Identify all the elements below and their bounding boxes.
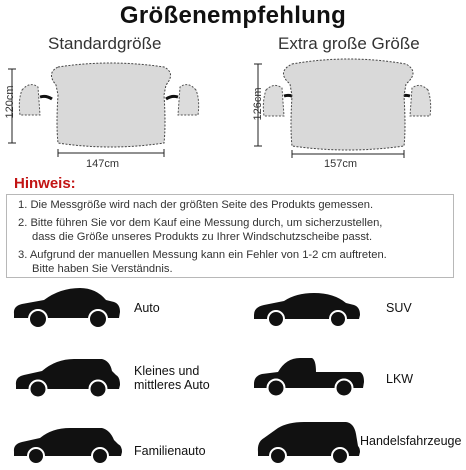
pickup-truck-icon — [250, 354, 366, 398]
extra-cover-diagram — [236, 50, 466, 170]
notes-heading: Hinweis: — [14, 175, 76, 192]
standard-height-label: 120cm — [4, 85, 16, 119]
extra-width-label: 157cm — [324, 158, 358, 170]
page-title: Größenempfehlung — [119, 2, 347, 29]
hatchback-car-icon — [12, 355, 122, 399]
note-2-line-2: dass die Größe unseres Produkts zu Ihrer Windschutzscheibe passt. — [32, 231, 373, 243]
vehicle-label-van: Handelsfahrzeuge — [360, 434, 462, 448]
standard-cover-diagram — [0, 55, 240, 175]
extra-size-title: Extra große Größe — [278, 34, 420, 53]
extra-height-label: 126cm — [252, 87, 264, 121]
sedan-car-icon — [10, 284, 122, 330]
note-3-line-2: Bitte haben Sie Verständnis. — [32, 263, 173, 275]
family-car-icon — [10, 424, 124, 466]
vehicle-label-family: Familienauto — [134, 444, 206, 458]
vehicle-label-lkw: LKW — [386, 372, 414, 386]
vehicle-label-small-line-2: mittleres Auto — [134, 378, 210, 392]
standard-width-label: 147cm — [86, 158, 120, 170]
van-icon — [254, 420, 362, 466]
note-2-line-1: 2. Bitte führen Sie vor dem Kauf eine Messung durch, um sicherzustellen, — [18, 217, 383, 229]
vehicle-label-auto: Auto — [134, 301, 160, 315]
suv-icon — [250, 289, 362, 329]
note-3-line-1: 3. Aufgrund der manuellen Messung kann ein Fehler von 1-2 cm auftreten. — [18, 249, 387, 261]
vehicle-label-suv: SUV — [386, 301, 412, 315]
vehicle-label-small-line-1: Kleines und — [134, 364, 200, 378]
note-1: 1. Die Messgröße wird nach der größten Seite des Produkts gemessen. — [18, 199, 374, 211]
standard-size-title: Standardgröße — [48, 34, 162, 53]
